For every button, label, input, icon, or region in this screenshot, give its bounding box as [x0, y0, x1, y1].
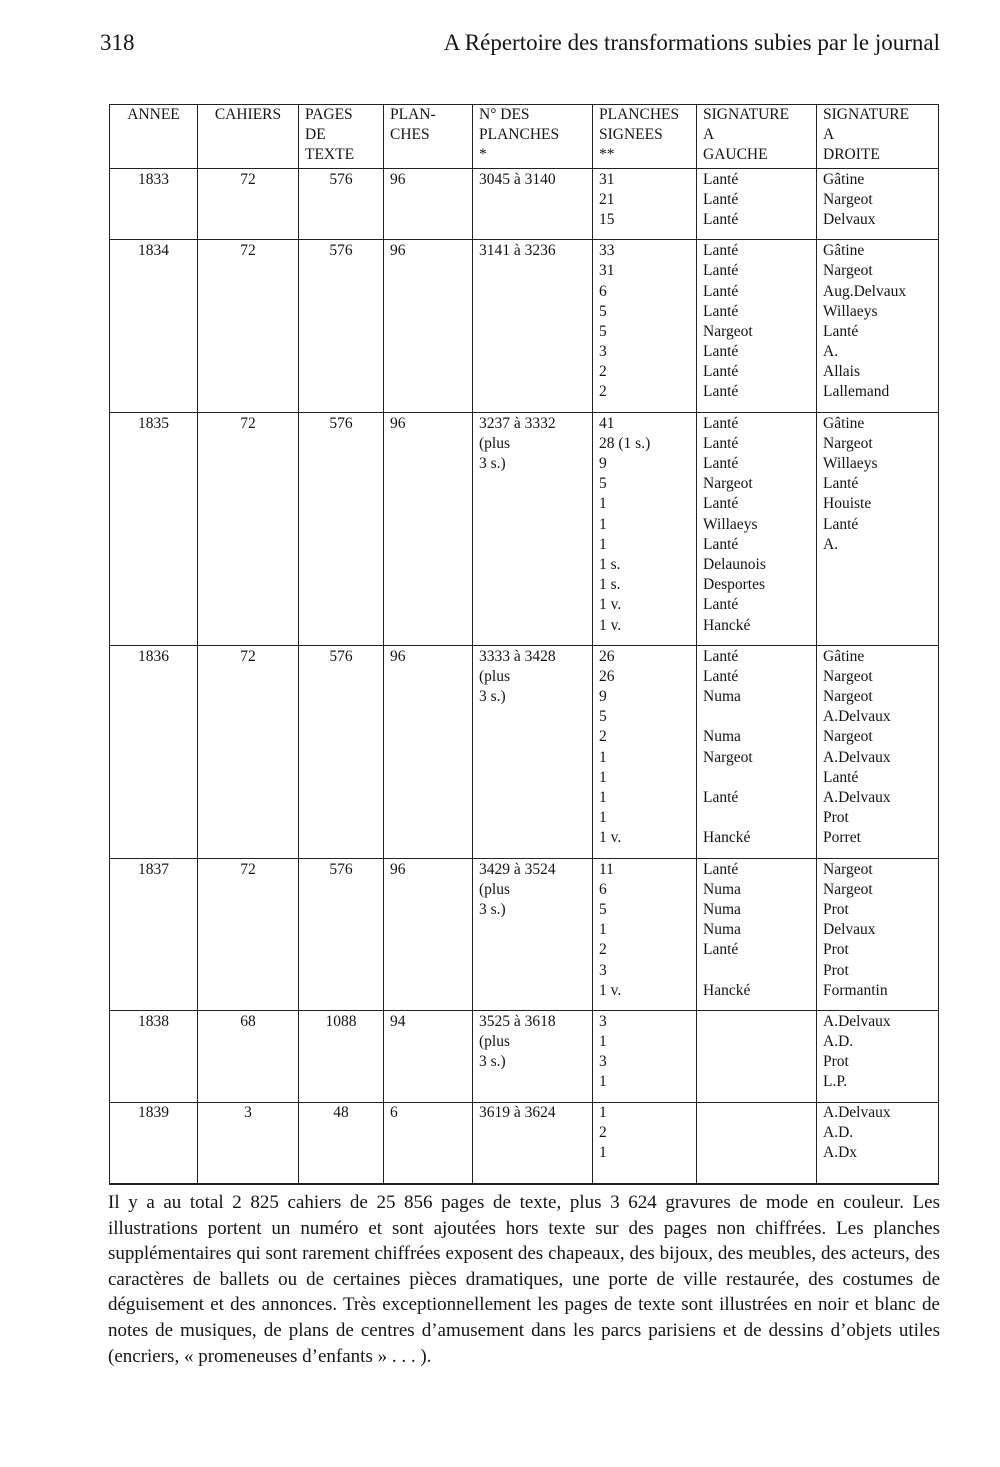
pages-cell [299, 858, 384, 1010]
cell-line: Nargeot [703, 475, 753, 493]
cell-line: 1 [599, 515, 607, 533]
cell-line: 11 [599, 860, 614, 878]
page-number: 318 [100, 30, 135, 55]
column-header [384, 105, 473, 169]
year-cell [110, 1010, 198, 1102]
cell-line: 3 [599, 1053, 607, 1071]
column-header [198, 105, 299, 169]
cell-line: Prot [823, 900, 849, 918]
cell-line: Delvaux [823, 921, 876, 939]
cell-line: 1 s. [599, 576, 621, 594]
cell-line: DE [305, 126, 326, 144]
cell-line: 3045 à 3140 [479, 170, 556, 188]
pages-cell [299, 240, 384, 413]
cell-line: 1837 [138, 860, 169, 878]
cell-line: Lanté [703, 941, 739, 959]
cell-line: 96 [390, 860, 406, 878]
cell-line: 3141 à 3236 [479, 242, 556, 260]
cell-line: 576 [329, 170, 353, 188]
signed-plates-cell [593, 168, 697, 240]
cell-line: 28 (1 s.) [599, 434, 651, 452]
cell-line: * [479, 146, 487, 164]
cahiers-cell [198, 858, 299, 1010]
planches-cell [384, 645, 473, 858]
cell-line: 1 [599, 495, 607, 513]
cell-line: Nargeot [823, 190, 873, 208]
cell-line: 1 v. [599, 829, 622, 847]
cell-line: Desportes [703, 576, 765, 594]
left-signature-cell [697, 858, 817, 1010]
cell-line: Nargeot [823, 434, 873, 452]
cell-line [703, 961, 816, 981]
table-row [110, 645, 939, 858]
cell-line: Nargeot [823, 880, 873, 898]
cell-line: 72 [240, 170, 256, 188]
cell-line: Nargeot [823, 688, 873, 706]
table-row [110, 412, 939, 645]
cell-line: Lanté [703, 495, 739, 513]
cell-line: Aug.Delvaux [823, 282, 907, 300]
cell-line: Lanté [703, 363, 739, 381]
cell-line: 48 [333, 1103, 349, 1121]
planches-cell [384, 412, 473, 645]
cell-line: 26 [599, 647, 615, 665]
left-signature-cell [697, 240, 817, 413]
plate-numbers-cell [473, 1102, 593, 1184]
table-row [110, 240, 939, 413]
cell-line: A.Delvaux [823, 748, 891, 766]
cell-line: Lanté [703, 343, 739, 361]
pages-cell [299, 645, 384, 858]
cell-line: 1833 [138, 170, 169, 188]
right-signature-cell [817, 168, 939, 240]
cell-line: A.D. [823, 1033, 854, 1051]
cell-line: PLAN- [390, 106, 436, 123]
cell-line: DROITE [823, 146, 880, 164]
cahiers-cell [198, 645, 299, 858]
cell-line: 15 [599, 210, 615, 228]
cell-line: SIGNEES [599, 126, 663, 144]
cell-line: 1 [599, 1103, 607, 1121]
plate-numbers-cell [473, 645, 593, 858]
cell-line: Nargeot [823, 728, 873, 746]
page-header [100, 30, 940, 64]
cell-line: Willaeys [823, 302, 878, 320]
cell-line: Houiste [823, 495, 872, 513]
table-row [110, 1010, 939, 1102]
year-cell [110, 240, 198, 413]
cell-line: 31 [599, 262, 615, 280]
cell-line: Numa [703, 880, 741, 898]
cell-line: Lanté [703, 242, 739, 260]
cell-line: Nargeot [703, 322, 753, 340]
column-header [473, 105, 593, 169]
cell-line [703, 707, 816, 727]
year-cell [110, 412, 198, 645]
cell-line: 96 [390, 647, 406, 665]
cell-line: 3 s.) [479, 1053, 506, 1071]
cell-line: Gâtine [823, 242, 865, 260]
cell-line: Delvaux [823, 210, 876, 228]
cell-line: 1 [599, 748, 607, 766]
table-row [110, 858, 939, 1010]
cell-line: 2 [599, 383, 607, 401]
cell-line: 1 [599, 1033, 607, 1051]
cell-line: 72 [240, 647, 256, 665]
cell-line: SIGNATURE [823, 106, 910, 123]
cell-line: A.Delvaux [823, 789, 891, 806]
cell-line: 3 [599, 1012, 607, 1030]
cell-line: Nargeot [823, 860, 873, 878]
cell-line: 9 [599, 455, 607, 472]
cell-line: Prot [823, 941, 849, 959]
cell-line: 3 [244, 1103, 252, 1121]
cell-line: (plus [479, 434, 510, 452]
cell-line: (plus [479, 880, 510, 898]
cell-line: 1 v. [599, 981, 622, 999]
cell-line: 96 [390, 170, 406, 188]
column-header [593, 105, 697, 169]
cell-line: 1 [599, 809, 607, 827]
right-signature-cell [817, 645, 939, 858]
planches-cell [384, 1102, 473, 1184]
pages-cell [299, 1010, 384, 1102]
cell-line: 9 [599, 688, 607, 706]
cell-line: 2 [599, 363, 607, 381]
cell-line: A. [823, 343, 839, 361]
left-signature-cell [697, 645, 817, 858]
pages-cell [299, 412, 384, 645]
cell-line: 1 [599, 1073, 607, 1091]
cell-line: 5 [599, 900, 607, 918]
cell-line: 5 [599, 322, 607, 340]
cell-line: 6 [390, 1103, 398, 1121]
cell-line: A [703, 126, 715, 144]
cell-line: 68 [240, 1012, 256, 1030]
cell-line: Porret [823, 829, 861, 847]
left-signature-cell [697, 168, 817, 240]
cell-line: A.Delvaux [823, 708, 891, 726]
cell-line: (plus [479, 1033, 510, 1051]
cell-line: Lanté [703, 170, 739, 188]
cell-line: 2 [599, 1123, 607, 1141]
cell-line [703, 808, 816, 828]
planches-cell [384, 1010, 473, 1102]
cell-line: Numa [703, 728, 741, 746]
body-paragraph: Il y a au total 2 825 cahiers de 25 856 pages de texte, plus 3 624 gravures de mode en couleur. Les illustrations portent un numéro et sont ajoutées hors texte sur des pages non chiffrées. Les planches supplémentaires qui sont rarement chiffrées exposent des chapeaux, des bijoux, des meubles, des acteurs, des caractères de ballets ou de certaines pièces dramatiques, une porte de ville restaurée, des costumes de déguisement et des annonces. Très exceptionnellement les pages de texte sont illustrées en noir et blanc de notes de musiques, de plans de centres d’amusement dans les parcs parisiens et de dessins d’objets utiles (encriers, « promeneuses d’enfants » . . . ). [108, 1192, 940, 1367]
cell-line: A [823, 126, 835, 144]
cell-line: 72 [240, 414, 256, 432]
cell-line: Gâtine [823, 414, 865, 432]
year-cell [110, 858, 198, 1010]
cell-line: Lanté [703, 302, 739, 320]
planches-cell [384, 858, 473, 1010]
cell-line: Lanté [703, 789, 739, 806]
cell-line: Lanté [823, 322, 859, 340]
cell-line [703, 768, 816, 788]
planches-cell [384, 168, 473, 240]
cell-line: 576 [329, 860, 353, 878]
cell-line: 576 [329, 647, 353, 665]
cell-line: Lanté [703, 860, 739, 878]
column-header [299, 105, 384, 169]
cell-line: SIGNATURE [703, 106, 790, 123]
cell-line: Lanté [703, 455, 739, 472]
cell-line: 6 [599, 880, 607, 898]
signed-plates-cell [593, 412, 697, 645]
cell-line: L.P. [823, 1073, 848, 1091]
cell-line: 1 [599, 768, 607, 786]
cell-line: Formantin [823, 981, 888, 999]
cell-line: 96 [390, 242, 406, 260]
table-header-row [110, 105, 939, 169]
right-signature-cell [817, 858, 939, 1010]
cell-line: 1835 [138, 414, 169, 432]
cell-line: 94 [390, 1012, 406, 1030]
plates-table [109, 104, 938, 1185]
cell-line: Lanté [703, 535, 739, 553]
cell-line: 3429 à 3524 [479, 860, 556, 878]
cell-line: TEXTE [305, 146, 355, 164]
cell-line: 72 [240, 242, 256, 260]
running-title: A Répertoire des transformations subies par le journal [443, 30, 940, 55]
cell-line: 1 v. [599, 616, 622, 634]
signed-plates-cell [593, 240, 697, 413]
cell-line: Allais [823, 363, 861, 381]
table-body [110, 168, 939, 1184]
cell-line: 72 [240, 860, 256, 878]
cell-line: ** [599, 146, 615, 164]
cell-line: 1838 [138, 1012, 169, 1030]
cell-line: Lanté [703, 667, 739, 685]
pages-cell [299, 1102, 384, 1184]
cell-line: A.Dx [823, 1144, 858, 1161]
cell-line: Willaeys [823, 455, 878, 472]
cell-line: Prot [823, 1053, 849, 1071]
signed-plates-cell [593, 858, 697, 1010]
cahiers-cell [198, 412, 299, 645]
cell-line: 33 [599, 242, 615, 260]
cell-line: PLANCHES [479, 126, 560, 144]
cell-line: 3525 à 3618 [479, 1012, 556, 1030]
cell-line: Lanté [823, 475, 859, 493]
cell-line: 3 [599, 343, 607, 361]
cahiers-cell [198, 240, 299, 413]
cell-line: 3 s.) [479, 455, 506, 472]
cell-line: Prot [823, 809, 849, 827]
cell-line: 1 [599, 1144, 607, 1161]
plate-numbers-cell [473, 858, 593, 1010]
cell-line: 1088 [325, 1012, 357, 1030]
cell-line: 41 [599, 414, 615, 432]
cell-line: Hancké [703, 981, 751, 999]
plate-numbers-cell [473, 240, 593, 413]
cell-line: Delaunois [703, 555, 766, 573]
cell-line: Numa [703, 900, 741, 918]
year-cell [110, 1102, 198, 1184]
cell-line: 6 [599, 282, 607, 300]
cell-line: Lanté [703, 414, 739, 432]
plate-numbers-cell [473, 1010, 593, 1102]
cell-line: 5 [599, 302, 607, 320]
signed-plates-cell [593, 1010, 697, 1102]
cell-line: Gâtine [823, 170, 865, 188]
cell-line: Hancké [703, 616, 751, 634]
table-row [110, 1102, 939, 1184]
column-header [697, 105, 817, 169]
cell-line: 96 [390, 414, 406, 432]
cell-line: Numa [703, 688, 741, 706]
cell-line: 3 [599, 961, 607, 979]
left-signature-cell [697, 1102, 817, 1184]
cell-line: 3 s.) [479, 900, 506, 918]
cahiers-cell [198, 168, 299, 240]
cell-line: A. [823, 535, 839, 553]
cell-line: 26 [599, 667, 615, 685]
year-cell [110, 168, 198, 240]
right-signature-cell [817, 1010, 939, 1102]
cell-line: 3619 à 3624 [479, 1103, 556, 1121]
cell-line: Prot [823, 961, 849, 979]
signed-plates-cell [593, 645, 697, 858]
cell-line: (plus [479, 667, 510, 685]
plate-numbers-cell [473, 168, 593, 240]
cell-line: 3 s.) [479, 688, 506, 706]
cell-line: Lanté [823, 768, 859, 786]
cell-line: CAHIERS [214, 106, 282, 123]
cell-line: 1 [599, 535, 607, 553]
year-cell [110, 645, 198, 858]
cell-line: 576 [329, 242, 353, 260]
cell-line: 1836 [138, 647, 169, 665]
cell-line: 5 [599, 708, 607, 726]
cell-line: Lanté [703, 190, 739, 208]
cell-line: Lanté [703, 262, 739, 280]
cell-line: 576 [329, 414, 353, 432]
cell-line: 1 [599, 921, 607, 939]
right-signature-cell [817, 1102, 939, 1184]
plate-numbers-cell [473, 412, 593, 645]
cell-line: Lanté [823, 515, 859, 533]
cell-line: A.Delvaux [823, 1012, 891, 1030]
cell-line: Willaeys [703, 515, 758, 533]
cell-line: CHES [390, 126, 430, 144]
cell-line: 1 [599, 789, 607, 806]
column-header [817, 105, 939, 169]
cell-line: Lanté [703, 383, 739, 401]
cell-line: Lanté [703, 596, 739, 614]
cell-line: A.Delvaux [823, 1103, 891, 1121]
cell-line: 2 [599, 941, 607, 959]
cell-line: A.D. [823, 1123, 854, 1141]
cahiers-cell [198, 1102, 299, 1184]
cell-line: Gâtine [823, 647, 865, 665]
cell-line: Numa [703, 921, 741, 939]
right-signature-cell [817, 412, 939, 645]
cell-line: 3333 à 3428 [479, 647, 556, 665]
cell-line: Nargeot [823, 262, 873, 280]
cell-line: 1839 [138, 1103, 169, 1121]
table-row [110, 168, 939, 240]
cell-line: 1 s. [599, 555, 621, 573]
cell-line: Nargeot [823, 667, 873, 685]
cell-line: 31 [599, 170, 615, 188]
cell-line: 1 v. [599, 596, 622, 614]
cell-line: 5 [599, 475, 607, 493]
cell-line: Lanté [703, 434, 739, 452]
cahiers-cell [198, 1010, 299, 1102]
left-signature-cell [697, 1010, 817, 1102]
cell-line: GAUCHE [703, 146, 768, 164]
cell-line: Lanté [703, 282, 739, 300]
cell-line: Lanté [703, 210, 739, 228]
cell-line: 1834 [138, 242, 169, 260]
left-signature-cell [697, 412, 817, 645]
cell-line: PLANCHES [599, 106, 680, 123]
column-header [110, 105, 198, 169]
cell-line: ANNEE [127, 106, 180, 123]
cell-line: 21 [599, 190, 615, 208]
cell-line: N° DES [479, 106, 530, 123]
right-signature-cell [817, 240, 939, 413]
cell-line: Lallemand [823, 383, 890, 401]
cell-line: 2 [599, 728, 607, 746]
cell-line: Hancké [703, 829, 751, 847]
planches-cell [384, 240, 473, 413]
cell-line: Nargeot [703, 748, 753, 766]
cell-line: Lanté [703, 647, 739, 665]
cell-line: 3237 à 3332 [479, 414, 556, 432]
pages-cell [299, 168, 384, 240]
cell-line: PAGES [305, 106, 353, 123]
signed-plates-cell [593, 1102, 697, 1184]
